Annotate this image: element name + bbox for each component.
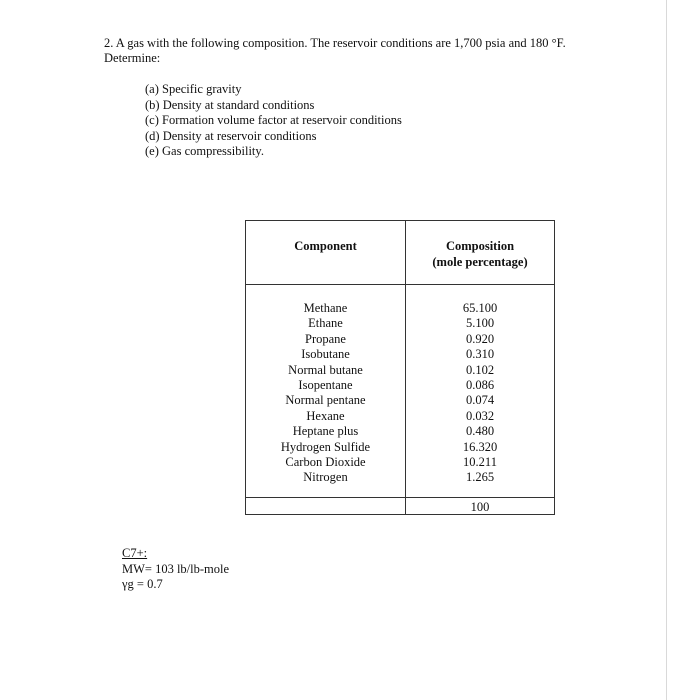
composition-cell: 65.100	[462, 301, 498, 315]
task-list	[145, 82, 402, 160]
component-cell: Isopentane	[298, 378, 353, 393]
component-cell: Ethane	[308, 316, 343, 331]
composition-cell: 0.480	[465, 424, 495, 439]
header-composition-line2: (mole percentage)	[432, 255, 528, 269]
composition-table	[245, 220, 555, 515]
header-divider	[246, 284, 554, 285]
composition-cell: 10.211	[463, 455, 497, 470]
component-cell: Hydrogen Sulfide	[280, 439, 371, 454]
composition-cell: 0.086	[465, 378, 495, 393]
composition-cell: 0.074	[465, 393, 495, 408]
task-b: (b) Density at standard conditions	[145, 97, 315, 112]
header-composition	[406, 238, 554, 270]
composition-cell: 0.920	[465, 331, 495, 346]
composition-cell: 1.265	[465, 470, 495, 485]
composition-cell: 5.100	[465, 316, 495, 331]
composition-column	[406, 301, 554, 486]
component-cell: Carbon Dioxide	[285, 455, 366, 470]
composition-total: 100	[470, 500, 490, 514]
problem-statement: 2. A gas with the following composition. The reservoir conditions are 1,700 psia and 180 °F. Determine:	[104, 36, 566, 65]
component-cell: Normal pentane	[285, 393, 366, 408]
composition-cell: 0.102	[465, 362, 495, 377]
component-cell: Normal butane	[288, 362, 363, 377]
component-cell: Propane	[305, 331, 346, 346]
task-e: (e) Gas compressibility.	[145, 144, 264, 158]
component-cell: Methane	[303, 301, 348, 315]
component-cell: Nitrogen	[303, 470, 348, 485]
composition-cell: 0.310	[465, 347, 495, 362]
task-a: (a) Specific gravity	[145, 82, 242, 96]
composition-cell: 16.320	[462, 439, 498, 454]
total-divider	[246, 497, 554, 498]
c7-plus-mw: MW= 103 lb/lb-mole	[122, 561, 230, 576]
component-cell: Heptane plus	[292, 424, 359, 439]
task-d: (d) Density at reservoir conditions	[145, 128, 317, 143]
task-c: (c) Formation volume factor at reservoir conditions	[145, 113, 402, 127]
c7-plus-heading: C7+:	[122, 546, 148, 560]
component-cell: Isobutane	[301, 347, 350, 362]
header-component: Component	[294, 239, 357, 253]
component-column	[246, 301, 405, 486]
page-edge	[666, 0, 667, 700]
composition-cell: 0.032	[465, 408, 495, 423]
c7-plus-notes	[122, 546, 229, 593]
component-cell: Hexane	[306, 408, 345, 423]
c7-plus-gamma: γg = 0.7	[122, 577, 163, 591]
header-composition-line1: Composition	[445, 239, 515, 253]
